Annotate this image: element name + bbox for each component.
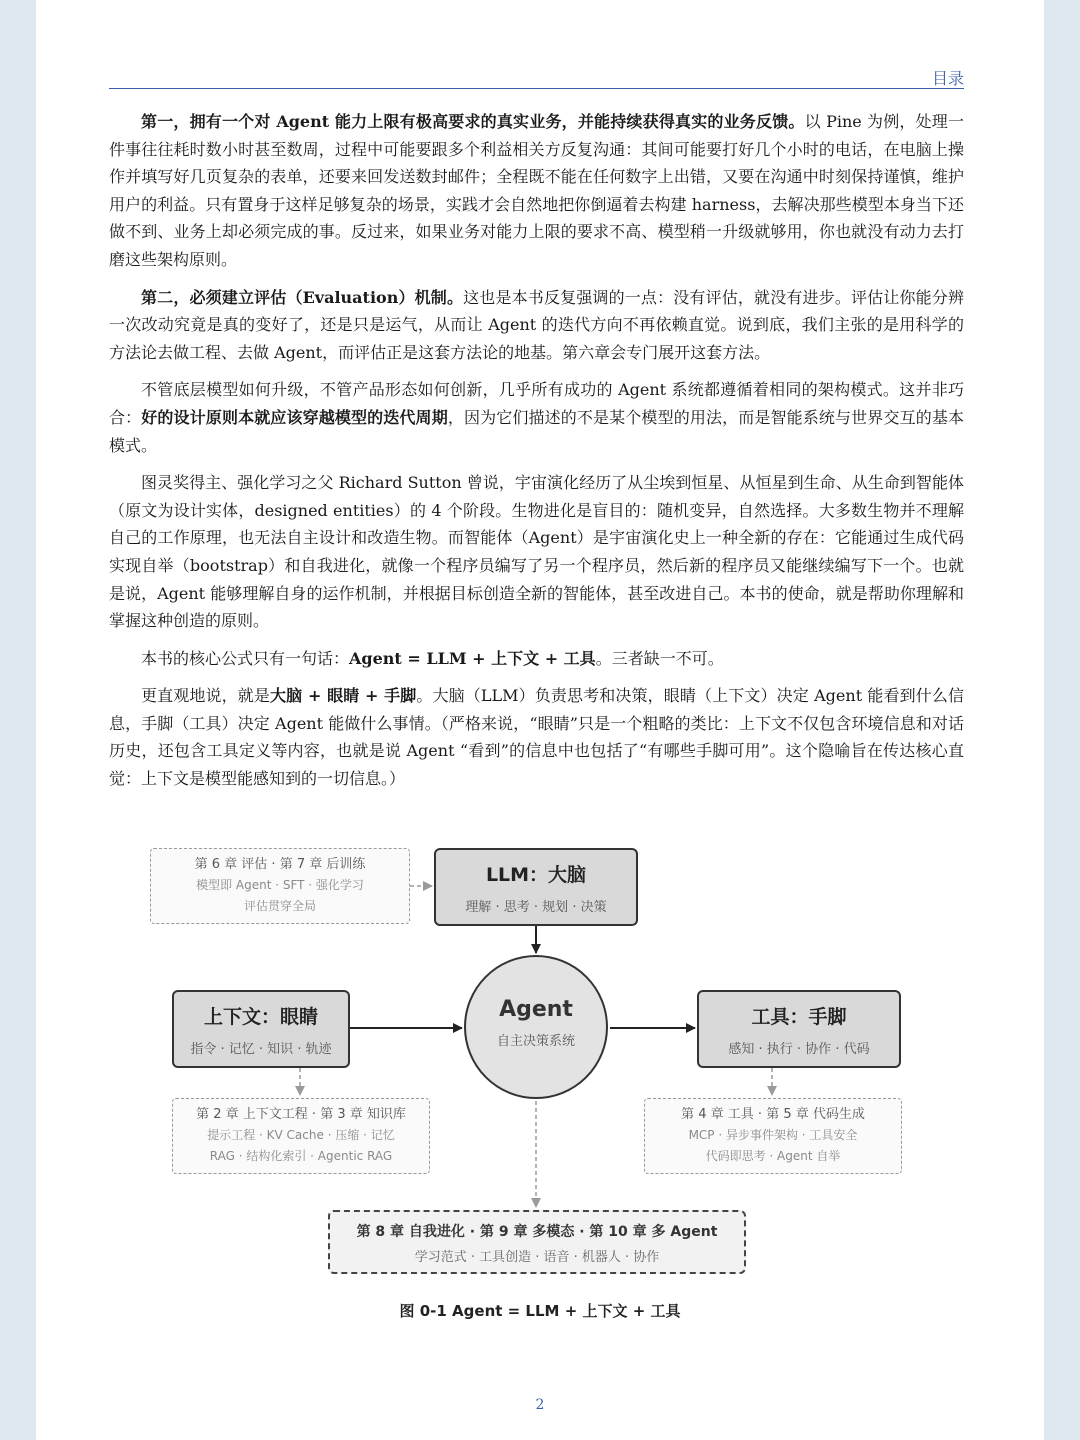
- paragraph-3-pre: 不管底层模型如何升级，不管产品形态如何创新，几乎所有成功的 Agent 系统都遵循着相同的架构模式。这并非巧合：: [109, 380, 964, 427]
- paragraph-6-bold: 大脑 + 眼睛 + 手脚: [270, 686, 417, 706]
- chapter-6-7-title: 第 6 章 评估 · 第 7 章 后训练: [194, 857, 366, 872]
- chapter-4-5-title: 第 4 章 工具 · 第 5 章 代码生成: [681, 1107, 865, 1122]
- chapter-4-5-line2: 代码即思考 · Agent 自举: [705, 1149, 841, 1163]
- context-title: 上下文：眼睛: [203, 1006, 318, 1028]
- chapter-4-5-line1: MCP · 异步事件架构 · 工具安全: [688, 1128, 858, 1142]
- paragraph-6-pre: 更直观地说，就是: [141, 686, 271, 706]
- chapter-4-5-box: [644, 1098, 902, 1174]
- chapter-2-3-line1: 提示工程 · KV Cache · 压缩 · 记忆: [207, 1128, 395, 1142]
- paragraph-1-text: 以 Pine 为例，处理一件事往往耗时数小时甚至数周，过程中可能要跟多个利益相关方反复沟通：其间可能要打好几个小时的电话，在电脑上操作并填写好几页复杂的表单，还要来回发送数封邮件；全程既不能在任何数字上出错，又要在沟通中时刻保持谨慎，维护用户的利益。只有置身于这样足够复杂的场景，实践才会自然地把你倒逼着去构建 harness，去解决那些模型本身当下还做不到、业务上却必须完成的事。反过来，如果业务对能力上限的要求不高、模型稍一升级就够用，你也就没有动力去打磨这些架构原则。: [109, 112, 964, 269]
- tools-title: 工具：手脚: [751, 1006, 847, 1028]
- tools-box: [697, 990, 901, 1068]
- chapter-8-10-subtitle: 学习范式 · 工具创造 · 语音 · 机器人 · 协作: [414, 1250, 660, 1265]
- agent-subtitle: 自主决策系统: [496, 1034, 575, 1049]
- context-box: [172, 990, 350, 1068]
- figure-caption: 图 0-1 Agent = LLM + 上下文 + 工具: [399, 1302, 681, 1320]
- paragraph-2-text: 这也是本书反复强调的一点：没有评估，就没有进步。评估让你能分辨一次改动究竟是真的变好了，还是只是运气，从而让 Agent 的迭代方向不再依赖直觉。说到底，我们主张的是用科学的方法论去做工程、去做 Agent，而评估正是这套方法论的地基。第六章会专门展开这套方法。: [109, 287, 964, 362]
- chapter-6-7-line1: 模型即 Agent · SFT · 强化学习: [196, 878, 364, 892]
- agent-circle: [464, 955, 608, 1099]
- llm-title: LLM：大脑: [485, 864, 587, 886]
- paragraph-1-bold: 第一，拥有一个对 Agent 能力上限有极高要求的真实业务，并能持续获得真实的业务反馈。: [141, 112, 805, 131]
- context-subtitle: 指令 · 记忆 · 知识 · 轨迹: [190, 1042, 332, 1057]
- llm-subtitle: 理解 · 思考 · 规划 · 决策: [465, 900, 607, 915]
- chapter-2-3-line2: RAG · 结构化索引 · Agentic RAG: [209, 1149, 393, 1163]
- chapter-6-7-box: [150, 848, 410, 924]
- paragraph-4-text: 图灵奖得主、强化学习之父 Richard Sutton 曾说，宇宙演化经历了从尘埃到恒星、从恒星到生命、从生命到智能体（原文为设计实体，designed entities）的 4 个阶段。生物进化是盲目的：随机变异，自然选择。大多数生物并不理解自己的工作原理，也无法自主设计和改造生物。而智能体（Agent）是宇宙演化史上一种全新的存在：它能通过生成代码实现自举（bootstrap）和自我进化，就像一个程序员编写了另一个程序员，然后新的程序员又能继续编写下一个。也就是说，Agent 能够理解自身的运作机制，并根据目标创造全新的智能体，甚至改进自己。本书的使命，就是帮助你理解和掌握这种创造的原则。: [109, 473, 964, 631]
- chapter-2-3-title: 第 2 章 上下文工程 · 第 3 章 知识库: [196, 1107, 406, 1122]
- chapter-2-3-box: [172, 1098, 430, 1174]
- paragraph-5-bold: Agent = LLM + 上下文 + 工具: [349, 648, 596, 668]
- paragraph-5-post: 。三者缺一不可。: [595, 648, 724, 668]
- paragraph-3-post: ，因为它们描述的不是某个模型的用法，而是智能系统与世界交互的基本模式。: [109, 407, 964, 455]
- llm-box: [434, 848, 638, 926]
- paragraph-5-pre: 本书的核心公式只有一句话：: [141, 648, 350, 668]
- agent-title: Agent: [499, 997, 573, 1022]
- paragraph-3-bold: 好的设计原则本就应该穿越模型的迭代周期: [141, 407, 448, 427]
- toc-link[interactable]: 目录: [931, 69, 964, 88]
- tools-subtitle: 感知 · 执行 · 协作 · 代码: [728, 1042, 870, 1057]
- chapter-6-7-line2: 评估贯穿全局: [243, 899, 316, 913]
- page-number: 2: [535, 1397, 545, 1413]
- paragraph-6-post: 。大脑（LLM）负责思考和决策，眼睛（上下文）决定 Agent 能看到什么信息，手脚（工具）决定 Agent 能做什么事情。（严格来说，“眼睛”只是一个粗略的类比：上下文不仅包含环境信息和对话历史，还包含工具定义等内容，也就是说 Agent “看到”的信息中也包括了“有哪些手脚可用”。这个隐喻旨在传达核心直觉：上下文是模型能感知到的一切信息。）: [109, 686, 964, 789]
- chapter-8-10-box: [328, 1210, 746, 1274]
- paragraph-2-bold: 第二，必须建立评估（Evaluation）机制。: [141, 287, 464, 307]
- chapter-8-10-title: 第 8 章 自我进化 · 第 9 章 多模态 · 第 10 章 多 Agent: [356, 1224, 718, 1240]
